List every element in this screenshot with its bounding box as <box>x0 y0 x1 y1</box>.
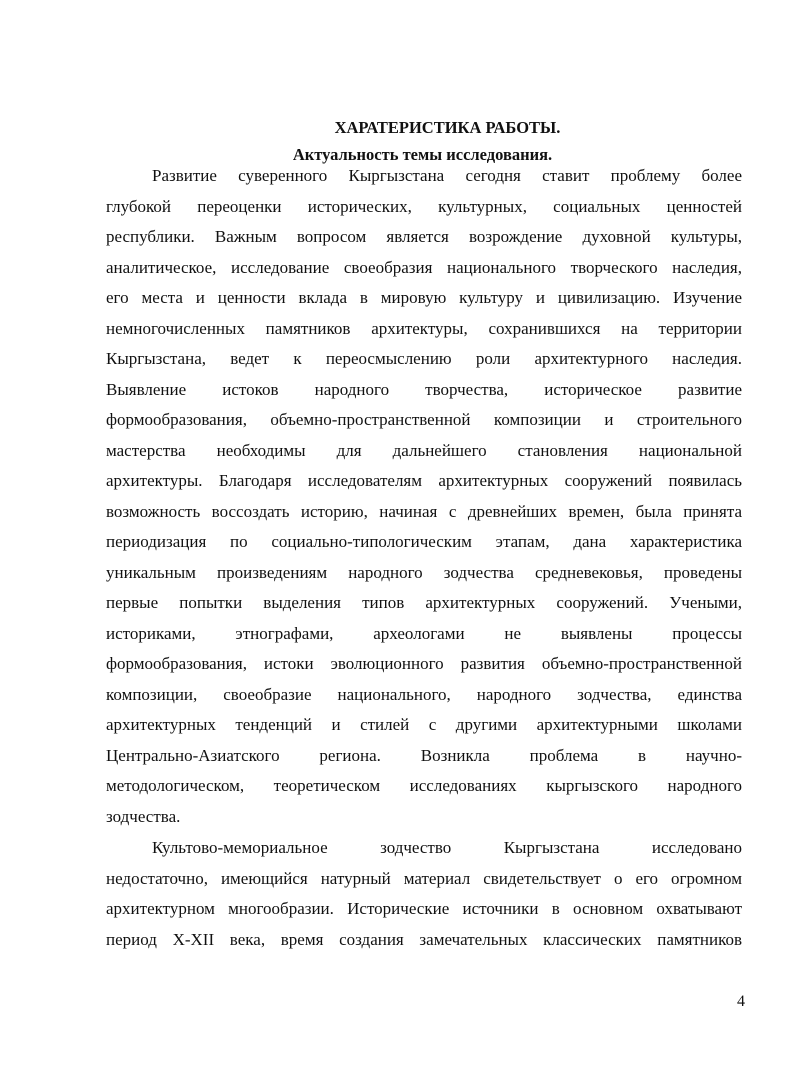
paragraph-relevance <box>106 161 742 832</box>
text-line: Культово-мемориальное зодчество Кыргызстана исследовано <box>152 838 742 857</box>
text-line: недостаточно, имеющийся натурный материал свидетельствует о его огромном <box>106 868 742 888</box>
text-line: архитектурных тенденций и стилей с другими архитектурными школами <box>106 715 742 734</box>
paragraph-memorial-architecture <box>106 833 742 955</box>
text-line: композиции, своеобразие национального, народного зодчества, единства <box>106 684 742 704</box>
text-line: методологическом, теоретическом исследованиях кыргызского народного <box>106 776 742 795</box>
text-line: уникальным произведениям народного зодчества средневековья, проведены <box>106 562 742 582</box>
text-line: формообразования, истоки эволюционного развития объемно-пространственной <box>106 654 742 673</box>
text-line: историками, этнографами, археологами не выявлены процессы <box>106 623 742 643</box>
section-title: ХАРАТЕРИСТИКА РАБОТЫ. <box>334 118 561 137</box>
text-line: мастерства необходимы для дальнейшего становления национальной <box>106 440 742 460</box>
text-line: архитектуры. Благодаря исследователям архитектурных сооружений появилась <box>106 471 742 490</box>
text-line: Центрально-Азиатского региона. Возникла проблема в научно- <box>106 745 742 765</box>
text-line: возможность воссоздать историю, начиная с древнейших времен, была принята <box>106 501 742 521</box>
text-line: периодизация по социально-типологическим этапам, дана характеристика <box>106 532 742 551</box>
text-line: глубокой переоценки исторических, культурных, социальных ценностей <box>106 196 742 216</box>
text-line: период X-XII века, время создания замечательных классических памятников <box>106 929 742 949</box>
section-subtitle: Актуальность темы исследования. <box>292 145 553 164</box>
page-number: 4 <box>737 993 745 1010</box>
text-line: первые попытки выделения типов архитектурных сооружений. Учеными, <box>106 593 742 612</box>
text-line: его места и ценности вклада в мировую культуру и цивилизацию. Изучение <box>106 288 742 307</box>
text-line: Развитие суверенного Кыргызстана сегодня ставит проблему более <box>152 166 742 185</box>
text-line: немногочисленных памятников архитектуры, сохранившихся на территории <box>106 318 742 338</box>
text-line: формообразования, объемно-пространственной композиции и строительного <box>106 410 742 429</box>
text-line: Кыргызстана, ведет к переосмыслению роли архитектурного наследия. <box>106 349 742 368</box>
text-line: аналитическое, исследование своеобразия национального творческого наследия, <box>106 257 742 277</box>
text-line: Выявление истоков народного творчества, историческое развитие <box>106 379 742 399</box>
text-line: республики. Важным вопросом является возрождение духовной культуры, <box>106 227 742 246</box>
text-line: архитектурном многообразии. Исторические источники в основном охватывают <box>106 899 742 918</box>
text-line: зодчества. <box>106 806 181 826</box>
